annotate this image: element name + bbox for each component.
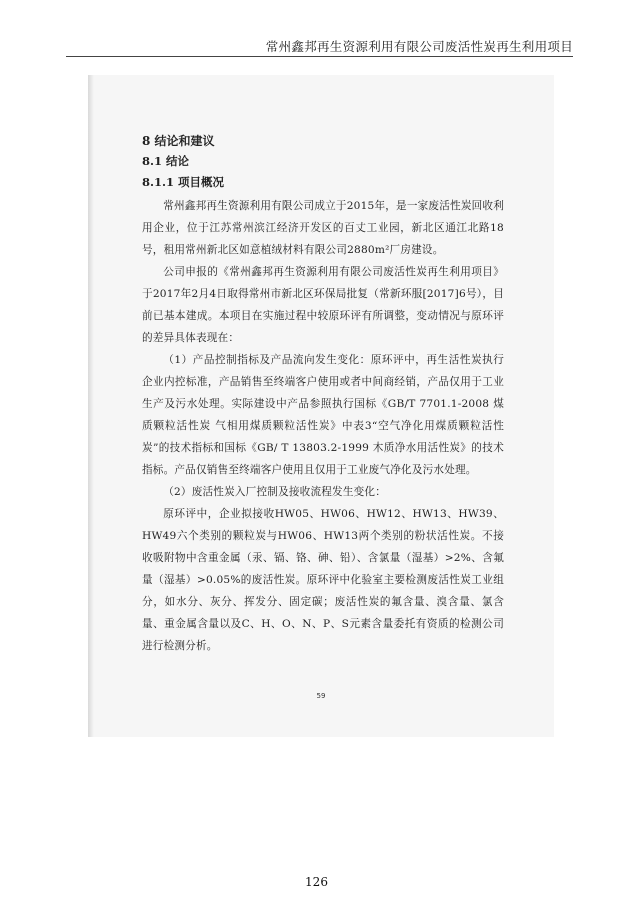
scanned-page-number: 59 — [316, 692, 326, 700]
section-heading-8: 8 结论和建议 — [142, 134, 215, 148]
scan-edge-shadow — [88, 75, 94, 737]
section-heading-8-1: 8.1 结论 — [142, 154, 190, 168]
paragraph-company-intro: 常州鑫邦再生资源利用有限公司成立于2015年，是一家废活性炭回收利用企业，位于江苏常州滨江经济开发区的百丈工业园，新北区通江北路18号，租用常州新北区如意植绒材料有限公司2880m²厂房建设。 — [142, 200, 504, 256]
paragraph-change-2-detail: 原环评中，企业拟接收HW05、HW06、HW12、HW13、HW39、HW49六个类别的颗粒炭与HW06、HW13两个类别的粉状活性炭。不接收吸附物中含重金属（汞、镉、铬、砷、铅）、含氯量（湿基）>2%、含氟量（湿基）>0.05%的废活性炭。原环评中化验室主要检测废活性炭工业组分，如水分、灰分、挥发分、固定碳；废活性炭的氟含量、溴含量、氯含量、重金属含量以及C、H、O、N、P、S元素含量委托有资质的检测公司进行检测分析。 — [142, 508, 504, 652]
paragraph-change-2-title: （2）废活性炭入厂控制及接收流程发生变化： — [163, 486, 387, 498]
paragraph-change-1: （1）产品控制指标及产品流向发生变化：原环评中，再生活性炭执行企业内控标准，产品销售至终端客户使用或者中间商经销，产品仅用于工业生产及污水处理。实际建设中产品参照执行国标《GB/T 7701.1-2008 煤质颗粒活性炭 气相用煤质颗粒活性炭》中表3“空气净化用煤质颗粒活性炭”的技术指标和国标《GB/ T 13803.2-1999 木质净水用活性炭》的技术指标。产品仅销售至终端客户使用且仅用于工业废气净化及污水处理。 — [142, 354, 504, 476]
document-header-title: 常州鑫邦再生资源利用有限公司废活性炭再生利用项目 — [265, 39, 573, 54]
paragraph-project-approval: 公司申报的《常州鑫邦再生资源利用有限公司废活性炭再生利用项目》于2017年2月4日取得常州市新北区环保局批复（常新环服[2017]6号），目前已基本建成。本项目在实施过程中较原环评有所调整，变动情况与原环评的差异具体表现在： — [142, 266, 504, 344]
page-number: 126 — [305, 875, 328, 889]
section-heading-8-1-1: 8.1.1 项目概况 — [142, 175, 225, 189]
scanned-page — [88, 75, 554, 737]
header-divider — [66, 56, 573, 57]
scanned-page-content — [142, 131, 504, 657]
